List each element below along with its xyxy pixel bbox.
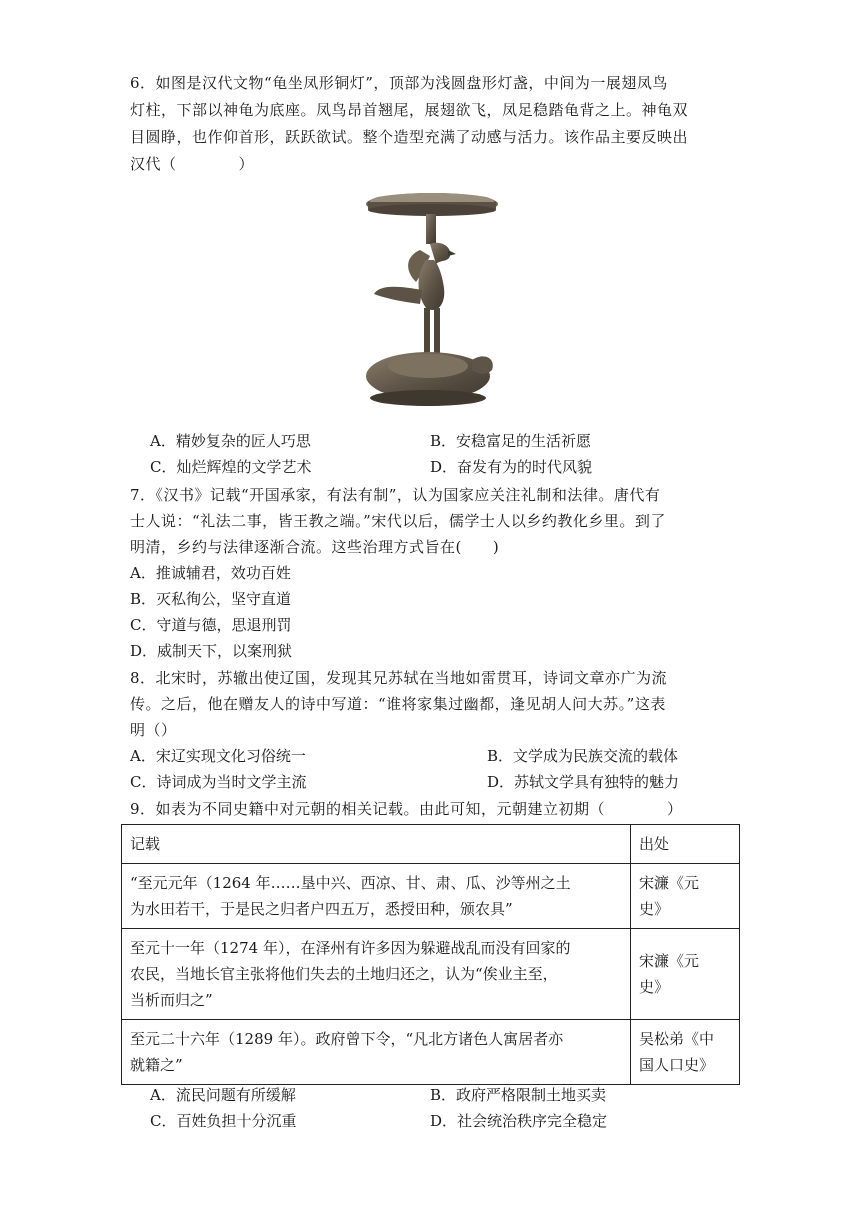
q8-option-c[interactable]: C．诗词成为当时文学主流 bbox=[130, 773, 307, 791]
source-cell bbox=[631, 1020, 740, 1085]
table-row bbox=[122, 864, 740, 929]
q9-option-c[interactable]: C．百姓负担十分沉重 bbox=[150, 1112, 297, 1130]
record-line: 就籍之” bbox=[130, 1056, 183, 1074]
table-row bbox=[122, 1020, 740, 1085]
q7-stem-line-1: 7．《汉书》记载“开国承家，有法有制”，认为国家应关注礼制和法律。唐代有 bbox=[130, 486, 661, 504]
record-line: 为水田若干，于是民之归者户四五万，悉授田种，颁农具” bbox=[130, 900, 513, 918]
q6-stem-line-3: 目圆睁，也作仰首形，跃跃欲试。整个造型充满了动感与活力。该作品主要反映出 bbox=[130, 128, 689, 146]
source-line: 吴松弟《中 bbox=[639, 1030, 715, 1048]
q7-option-b[interactable]: B．灭私徇公，坚守直道 bbox=[130, 590, 292, 608]
header-source: 出处 bbox=[631, 825, 740, 864]
q7-option-c[interactable]: C．守道与德，思退刑罚 bbox=[130, 616, 292, 634]
record-line: “至元元年（1264 年……垦中兴、西凉、甘、肃、瓜、沙等州之土 bbox=[130, 874, 571, 892]
q6-option-d[interactable]: D．奋发有为的时代风貌 bbox=[430, 458, 593, 476]
record-line: 农民，当地长官主张将他们失去的土地归还之，认为“俟业主至， bbox=[130, 965, 558, 983]
table-row bbox=[122, 929, 740, 1020]
source-line: 史》 bbox=[639, 900, 670, 918]
source-line: 国人口史》 bbox=[639, 1056, 715, 1074]
record-cell bbox=[122, 1020, 631, 1085]
source-cell bbox=[631, 864, 740, 929]
q8-stem-line-3: 明（） bbox=[130, 721, 177, 739]
source-line: 宋濂《元 bbox=[639, 874, 700, 892]
q7-option-a[interactable]: A．推诚辅君，效功百姓 bbox=[130, 564, 291, 582]
q6-option-c[interactable]: C．灿烂辉煌的文学艺术 bbox=[150, 458, 312, 476]
source-cell bbox=[631, 929, 740, 1020]
q8-option-d[interactable]: D．苏轼文学具有独特的魅力 bbox=[487, 773, 680, 791]
record-line: 当析而归之” bbox=[130, 991, 213, 1009]
record-line: 至元十一年（1274 年），在泽州有许多因为躲避战乱而没有回家的 bbox=[130, 939, 571, 957]
records-table bbox=[121, 824, 740, 1085]
q8-stem-line-1: 8．北宋时，苏辙出使辽国，发现其兄苏轼在当地如雷贯耳，诗词文章亦广为流 bbox=[130, 669, 668, 687]
q8-option-a[interactable]: A．宋辽实现文化习俗统一 bbox=[130, 747, 306, 765]
source-line: 史》 bbox=[639, 978, 670, 996]
header-record: 记载 bbox=[122, 825, 631, 864]
record-cell bbox=[122, 929, 631, 1020]
q6-option-a[interactable]: A．精妙复杂的匠人巧思 bbox=[150, 432, 311, 450]
record-line: 至元二十六年（1289 年）。政府曾下令，“凡北方诸色人寓居者亦 bbox=[130, 1030, 564, 1048]
q6-stem-line-1: 6．如图是汉代文物“龟坐凤形铜灯”，顶部为浅圆盘形灯盏，中间为一展翅凤鸟 bbox=[130, 74, 668, 92]
q9-option-d[interactable]: D．社会统治秩序完全稳定 bbox=[430, 1112, 608, 1130]
record-cell bbox=[122, 864, 631, 929]
q8-stem-line-2: 传。之后，他在赠友人的诗中写道：“谁将家集过幽都，逢见胡人问大苏。”这表 bbox=[130, 695, 666, 713]
q9-option-b[interactable]: B．政府严格限制土地买卖 bbox=[430, 1086, 607, 1104]
q7-stem-line-2: 士人说：“礼法二事，皆王教之端。”宋代以后，儒学士人以乡约教化乡里。到了 bbox=[130, 512, 666, 530]
q6-option-b[interactable]: B．安稳富足的生活祈愿 bbox=[430, 432, 592, 450]
bronze-lamp-image bbox=[360, 190, 500, 420]
q7-option-d[interactable]: D．威制天下，以案刑狱 bbox=[130, 642, 293, 660]
q9-option-a[interactable]: A．流民问题有所缓解 bbox=[150, 1086, 296, 1104]
q8-option-b[interactable]: B．文学成为民族交流的载体 bbox=[487, 747, 679, 765]
q7-stem-line-3: 明清，乡约与法律逐渐合流。这些治理方式旨在( ) bbox=[130, 538, 500, 556]
table-header-row bbox=[122, 825, 740, 864]
q6-stem-line-2: 灯柱，下部以神龟为底座。凤鸟昂首翘尾，展翅欲飞，凤足稳踏龟背之上。神龟双 bbox=[130, 101, 689, 119]
source-line: 宋濂《元 bbox=[639, 952, 700, 970]
q6-stem-line-4: 汉代（ ） bbox=[130, 155, 255, 173]
q9-stem: 9．如表为不同史籍中对元朝的相关记载。由此可知，元朝建立初期（ ） bbox=[130, 800, 683, 818]
